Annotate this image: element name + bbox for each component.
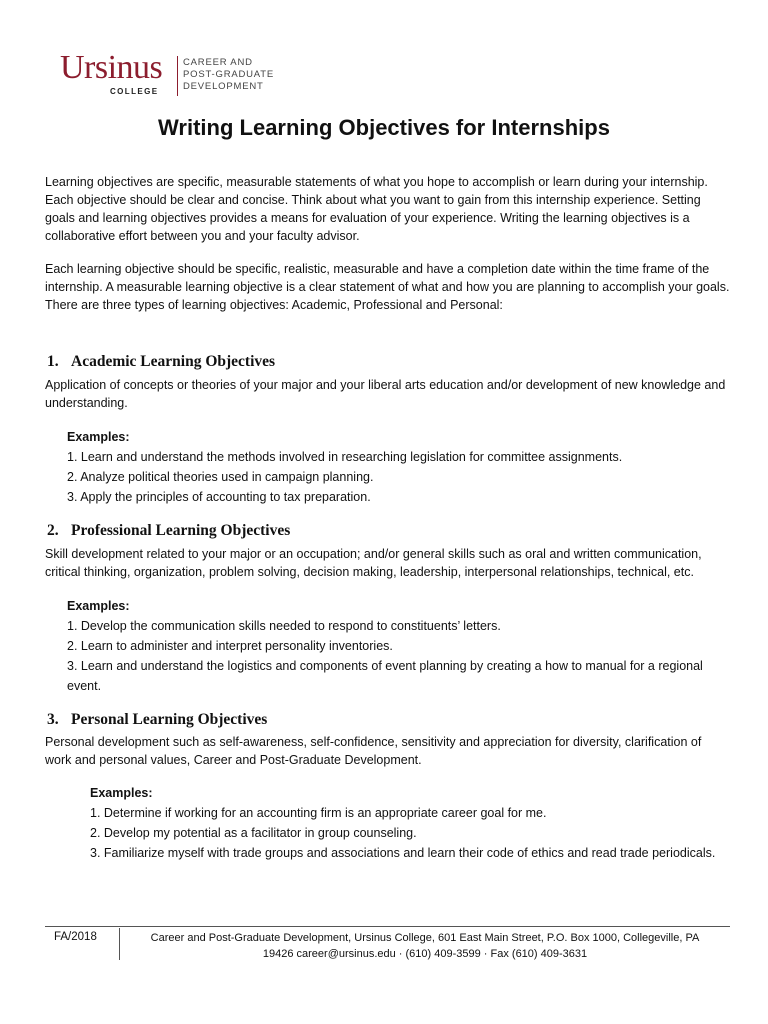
section-description: Application of concepts or theories of your major and your liberal arts education and/or development of new knowledge and understanding. bbox=[45, 378, 726, 410]
logo-dept-line: CAREER AND bbox=[183, 57, 253, 68]
section-heading-professional bbox=[47, 522, 290, 540]
section-title: Personal Learning Objectives bbox=[71, 711, 268, 728]
example-item: 2. Analyze political theories used in campaign planning. bbox=[67, 470, 374, 484]
examples-list bbox=[90, 783, 730, 863]
example-item: 1. Develop the communication skills needed to respond to constituents’ letters. bbox=[67, 619, 501, 633]
example-item: 1. Determine if working for an accounting firm is an appropriate career goal for me. bbox=[90, 806, 547, 820]
intro-paragraph: Each learning objective should be specific, realistic, measurable and have a completion date within the time frame of the internship. A measurable learning objective is a clear statement of what and how you are planning to accomplish your goals. There are three types of learning objectives: Academic, Professional and Personal: bbox=[45, 262, 730, 312]
example-item: 3. Learn and understand the logistics and components of event planning by creating a how to manual for a regional event. bbox=[67, 659, 703, 693]
examples-label: Examples: bbox=[67, 430, 130, 444]
footer-address-line: 19426 career@ursinus.edu · (610) 409-3599 · Fax (610) 409-3631 bbox=[262, 948, 588, 960]
examples-label: Examples: bbox=[67, 599, 130, 613]
section-heading-personal bbox=[47, 711, 267, 729]
logo-dept-line: POST-GRADUATE bbox=[183, 69, 274, 80]
logo-divider bbox=[177, 56, 178, 96]
logo-dept-line: DEVELOPMENT bbox=[183, 81, 264, 92]
section-description: Personal development such as self-awareness, self-confidence, sensitivity and appreciation for diversity, clarification of work and personal values, Career and Post-Graduate Development. bbox=[45, 735, 702, 767]
logo-department bbox=[183, 57, 274, 93]
footer-date: FA/2018 bbox=[54, 931, 97, 943]
example-item: 3. Familiarize myself with trade groups and associations and learn their code of ethics and read trade periodicals. bbox=[90, 846, 716, 860]
section-description: Skill development related to your major or an occupation; and/or general skills such as oral and written communication, critical thinking, organization, problem solving, decision making, leadership, interpersonal relationships, technical, etc. bbox=[45, 547, 702, 579]
footer-divider bbox=[45, 926, 730, 927]
footer-vertical-divider bbox=[119, 928, 120, 960]
examples-label: Examples: bbox=[90, 786, 153, 800]
section-title: Professional Learning Objectives bbox=[71, 522, 291, 539]
logo-college: COLLEGE bbox=[110, 87, 159, 96]
footer-address bbox=[130, 930, 720, 962]
intro-paragraph: Learning objectives are specific, measurable statements of what you hope to accomplish or learn during your internship. Each objective should be clear and concise. Think about what you want to gain from this internship experience. Setting goals and learning objectives provides a means for evaluation of your experience. Writing the learning objectives is a collaborative effort between you and your faculty advisor. bbox=[45, 175, 708, 243]
logo-wordmark-block bbox=[60, 49, 175, 98]
example-item: 2. Develop my potential as a facilitator in group counseling. bbox=[90, 826, 417, 840]
logo-wordmark: Ursinus bbox=[60, 49, 163, 86]
section-heading-academic bbox=[47, 353, 275, 371]
section-number: 3. bbox=[47, 711, 59, 728]
examples-list bbox=[67, 427, 727, 507]
example-item: 2. Learn to administer and interpret personality inventories. bbox=[67, 639, 393, 653]
footer-address-line: Career and Post-Graduate Development, Ursinus College, 601 East Main Street, P.O. Box 1000, Collegeville, PA bbox=[150, 932, 700, 944]
section-number: 1. bbox=[47, 353, 59, 370]
example-item: 1. Learn and understand the methods involved in researching legislation for committee assignments. bbox=[67, 450, 623, 464]
example-item: 3. Apply the principles of accounting to tax preparation. bbox=[67, 490, 371, 504]
section-title: Academic Learning Objectives bbox=[71, 353, 276, 370]
examples-list bbox=[67, 596, 727, 696]
ursinus-logo bbox=[60, 49, 274, 100]
page-title: Writing Learning Objectives for Internships bbox=[158, 115, 610, 140]
section-number: 2. bbox=[47, 522, 59, 539]
